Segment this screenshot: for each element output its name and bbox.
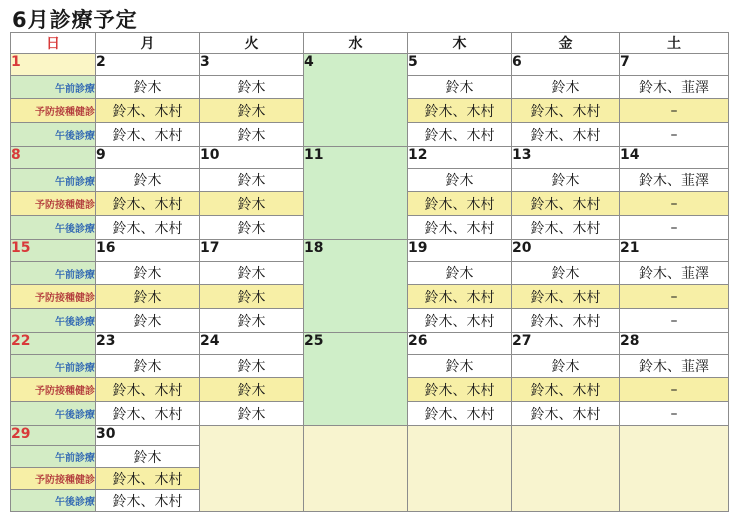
day-number: 29 [11,426,96,446]
date-row [11,54,729,76]
morning-label: 午前診療 [11,354,96,378]
afternoon-doctors: 鈴木、木村 [512,216,620,240]
morning-doctors: 鈴木 [200,75,304,99]
day-number: 25 [304,333,324,349]
vaccination-doctors: 鈴木、木村 [96,468,200,490]
morning-doctors: 鈴木 [96,168,200,192]
vaccination-doctors: 鈴木、木村 [512,192,620,216]
vaccination-doctors: 鈴木 [96,285,200,309]
morning-doctors: 鈴木 [512,168,620,192]
date-row [11,333,729,355]
day-number: 19 [408,240,512,262]
morning-label: 午前診療 [11,446,96,468]
day-number: 27 [512,333,620,355]
morning-doctors: 鈴木 [408,168,512,192]
afternoon-doctors: 鈴木 [200,216,304,240]
empty-day [620,426,729,512]
day-number: 15 [11,240,96,262]
afternoon-doctors: 鈴木、木村 [408,216,512,240]
afternoon-doctors: 鈴木、木村 [96,123,200,147]
afternoon-label: 午後診療 [11,216,96,240]
morning-doctors: 鈴木 [96,75,200,99]
morning-doctors: 鈴木 [200,168,304,192]
day-number: 1 [11,54,96,76]
empty-day [200,426,304,512]
weekday-header: 水 [304,33,408,54]
afternoon-doctors: 鈴木 [200,123,304,147]
day-number: 13 [512,147,620,169]
vaccination-doctors: 鈴木、木村 [408,192,512,216]
morning-doctors: 鈴木 [512,354,620,378]
afternoon-doctors: 鈴木、木村 [408,123,512,147]
morning-doctors: 鈴木、韮澤 [620,75,729,99]
morning-doctors: 鈴木 [96,354,200,378]
day-number: 30 [96,426,200,446]
day-number: 8 [11,147,96,169]
date-row [11,240,729,262]
weekday-header: 木 [408,33,512,54]
afternoon-doctors: 鈴木、木村 [512,309,620,333]
day-number: 5 [408,54,512,76]
morning-label: 午前診療 [11,261,96,285]
vaccination-doctors: 鈴木 [200,99,304,123]
vaccination-doctors: 鈴木 [200,192,304,216]
day-number: 14 [620,147,729,169]
vaccination-doctors: 鈴木、木村 [408,285,512,309]
morning-doctors: 鈴木 [408,261,512,285]
afternoon-doctors: 鈴木、木村 [96,402,200,426]
morning-doctors: 鈴木 [200,261,304,285]
day-number: 17 [200,240,304,262]
page-title: 6月診療予定 [12,8,138,32]
morning-doctors: 鈴木、韮澤 [620,354,729,378]
vaccination-doctors: 鈴木、木村 [512,378,620,402]
day-number: 7 [620,54,729,76]
afternoon-label: 午後診療 [11,309,96,333]
day-number: 21 [620,240,729,262]
empty-day [512,426,620,512]
day-number: 22 [11,333,96,355]
morning-doctors: 鈴木 [408,354,512,378]
closed-day [304,147,408,240]
afternoon-doctors: – [620,402,729,426]
afternoon-doctors: 鈴木 [200,402,304,426]
afternoon-label: 午後診療 [11,402,96,426]
vaccination-doctors: 鈴木 [200,285,304,309]
empty-day [408,426,512,512]
day-number: 26 [408,333,512,355]
day-number: 9 [96,147,200,169]
vaccination-label: 予防接種健診 [11,99,96,123]
afternoon-doctors: 鈴木 [96,309,200,333]
vaccination-doctors: – [620,192,729,216]
day-number: 24 [200,333,304,355]
morning-doctors: 鈴木、韮澤 [620,168,729,192]
afternoon-doctors: 鈴木 [200,309,304,333]
morning-doctors: 鈴木 [200,354,304,378]
vaccination-label: 予防接種健診 [11,192,96,216]
morning-doctors: 鈴木 [512,261,620,285]
vaccination-label: 予防接種健診 [11,285,96,309]
vaccination-doctors: 鈴木、木村 [96,378,200,402]
afternoon-doctors: – [620,309,729,333]
weekday-header-row [11,33,729,54]
vaccination-doctors: – [620,99,729,123]
day-number: 4 [304,54,314,70]
day-number: 20 [512,240,620,262]
afternoon-label: 午後診療 [11,123,96,147]
day-number: 6 [512,54,620,76]
vaccination-doctors: – [620,285,729,309]
day-number: 12 [408,147,512,169]
morning-label: 午前診療 [11,168,96,192]
afternoon-doctors: – [620,123,729,147]
vaccination-doctors: 鈴木 [200,378,304,402]
empty-day [304,426,408,512]
vaccination-doctors: 鈴木、木村 [408,99,512,123]
vaccination-doctors: – [620,378,729,402]
morning-label: 午前診療 [11,75,96,99]
day-number: 16 [96,240,200,262]
afternoon-doctors: 鈴木、木村 [408,309,512,333]
day-number: 18 [304,240,324,256]
closed-day [304,240,408,333]
day-number: 11 [304,147,324,163]
afternoon-doctors: – [620,216,729,240]
afternoon-doctors: 鈴木、木村 [512,123,620,147]
afternoon-doctors: 鈴木、木村 [96,216,200,240]
weekday-header: 月 [96,33,200,54]
morning-doctors: 鈴木 [96,446,200,468]
closed-day [304,333,408,426]
vaccination-doctors: 鈴木、木村 [408,378,512,402]
vaccination-doctors: 鈴木、木村 [96,192,200,216]
date-row [11,426,729,446]
date-row [11,147,729,169]
schedule-calendar [10,32,729,512]
afternoon-doctors: 鈴木、木村 [408,402,512,426]
day-number: 28 [620,333,729,355]
vaccination-doctors: 鈴木、木村 [512,285,620,309]
closed-day [304,54,408,147]
morning-doctors: 鈴木、韮澤 [620,261,729,285]
weekday-header: 土 [620,33,729,54]
weekday-header: 火 [200,33,304,54]
weekday-header: 日 [11,33,96,54]
afternoon-label: 午後診療 [11,490,96,512]
vaccination-label: 予防接種健診 [11,378,96,402]
morning-doctors: 鈴木 [408,75,512,99]
morning-doctors: 鈴木 [512,75,620,99]
afternoon-doctors: 鈴木、木村 [96,490,200,512]
afternoon-doctors: 鈴木、木村 [512,402,620,426]
vaccination-label: 予防接種健診 [11,468,96,490]
vaccination-doctors: 鈴木、木村 [512,99,620,123]
day-number: 3 [200,54,304,76]
day-number: 23 [96,333,200,355]
day-number: 2 [96,54,200,76]
morning-doctors: 鈴木 [96,261,200,285]
weekday-header: 金 [512,33,620,54]
day-number: 10 [200,147,304,169]
vaccination-doctors: 鈴木、木村 [96,99,200,123]
